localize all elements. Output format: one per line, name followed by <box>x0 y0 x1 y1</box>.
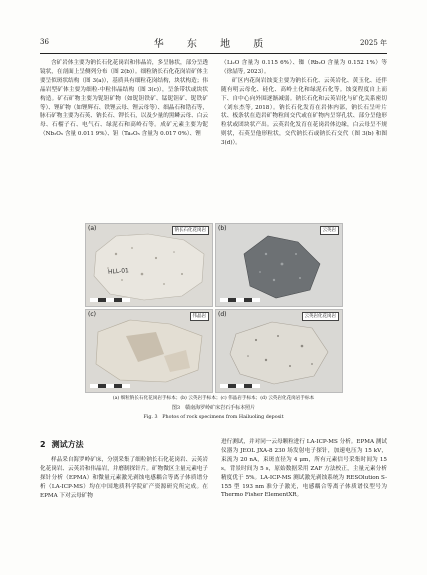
figure-caption-chinese: 图3 赣南海罗岭矿床岩石手标本照片 <box>171 405 256 411</box>
journal-title: 华 东 地 质 <box>153 39 274 50</box>
figure-caption-english: Fig. 3 Photos of rock specimens from Hailuoling deposit <box>143 415 284 420</box>
paragraph: 进行测试，并对同一云母颗粒进行 LA-ICP-MS 分析。EPMA 测试仪器为 JEOL JXA-8 230 场发射电子探针，加速电压为 15 kV，束流为 20 nA，束斑直径为 4 μm，所有元素信号采集时间为 15 s，背景时间为 5 s，原始数据采用 ZAF 方法校正，主量元素分析精度优于 5%。LA-ICP-MS 测试激光剥蚀系统为 RESOlution S-155 型 193 nm 准分子激光，电感耦合等离子体质谱仪型号为 Thermo Fisher ElementXR。 <box>221 439 387 499</box>
paragraph: 矿区内花岗岩蚀变主要为钠长石化、云英岩化、黄玉化、还伴随有明云母化、硅化、高岭土化和绿泥石化等。蚀变程度自上而下、自中心向外围逐渐减弱。钠长石化和云英岩化与矿化关系密切（刘东杰等, 2018）。钠长石化发育在岩体内部，钠长石呈叶片状、板条状在造岩矿物粒间交代或在矿物内呈穿孔状、部分呈他形粒状或团块状产出。云英岩化发育在花岗岩体边缘，白云母呈不规则状，石英呈他形粒状，交代钠长石或钠长石交代（图 3(b) 和图 3(d)）。 <box>221 77 387 147</box>
photo-panel-c <box>85 309 213 393</box>
photo-panel-b <box>215 223 343 307</box>
panel-letter: (d) <box>218 311 227 318</box>
photo-panel-d <box>215 309 343 393</box>
figure-note: (a) 细粒钠长石化花岗岩手标本；(b) 云英岩手标本；(c) 伟晶岩手标本；(d) 云英岩化花岗岩手标本 <box>112 396 315 401</box>
right-column-top <box>221 59 387 148</box>
panel-label: 钠长石化花岗岩 <box>172 226 210 235</box>
panel-label: 云英岩 <box>320 226 340 235</box>
paragraph: 样品采自海罗岭矿床，分别采集了细粒钠长石化花岗岩、云英岩化花岗岩、云英岩和伟晶岩，并磨制探针片。矿物微区主量元素电子探针分析（EPMA）和微量元素激光剥蚀电感耦合等离子体质谱分析（LA-ICP-MS）均在中国地质科学院矿产资源研究所完成。在 EPMA 下对云母矿物 <box>40 456 208 499</box>
page-number: 36 <box>40 38 49 46</box>
rock-specimen-photo <box>86 310 212 392</box>
section-heading <box>40 441 208 450</box>
panel-label: 云英岩化花岗岩 <box>302 312 340 321</box>
issue-year: 2025 年 <box>359 39 387 47</box>
panel-letter: (a) <box>88 225 97 232</box>
photo-panel-a <box>85 223 213 307</box>
panel-letter: (c) <box>88 311 96 318</box>
right-column-bottom <box>221 438 387 500</box>
panel-letter: (b) <box>218 225 227 232</box>
rock-specimen-photo <box>216 224 342 306</box>
figure-3 <box>85 223 342 391</box>
left-column-top <box>40 59 208 139</box>
section-number: 2 <box>40 440 46 449</box>
left-column-bottom <box>40 438 208 500</box>
section-title: 测试方法 <box>51 440 84 449</box>
paragraph: 含矿岩体主要为钠长石化花岗岩和伟晶岩，多呈脉状，部分呈透镜状，在剖面上呈侧列分布（图 2(b)）。细粒钠长石化花岗岩矿体主要呈似斑状结构（图 3(a)），基质具有细粒花岗结构，块状构造；伟晶岩型矿体主要为细粒-中粒伟晶结构（图 3(c)），呈条带状或块状构造。矿石矿物主要为铌钽矿物（如铌钽铁矿、锰铌钽矿、铌铁矿等）、锂矿物（如锂辉石、铁锂云母、锂云母等）、细晶石和锆石等，脉石矿物主要为石英、钠长石、钾长石，以及少量的黑鳞云母、白云母、石榴子石、电气石、绿泥石和高岭石等。成矿元素主要为铌（Nb₂O₅ 含量 0.011 9%）、钽（Ta₂O₅ 含量为 0.017 0%）、锂 <box>40 60 208 138</box>
sample-number: HLL-01 <box>107 267 130 276</box>
panel-label: 伟晶岩 <box>190 312 210 321</box>
header-rule <box>40 53 387 54</box>
page-header <box>40 38 387 52</box>
paragraph: （Li₂O 含量为 0.115 6%）、铷（Rb₂O 含量为 0.152 1%）等（徐喆等, 2023）。 <box>221 60 387 75</box>
rock-specimen-photo <box>216 310 342 392</box>
rock-specimen-photo <box>86 224 212 306</box>
